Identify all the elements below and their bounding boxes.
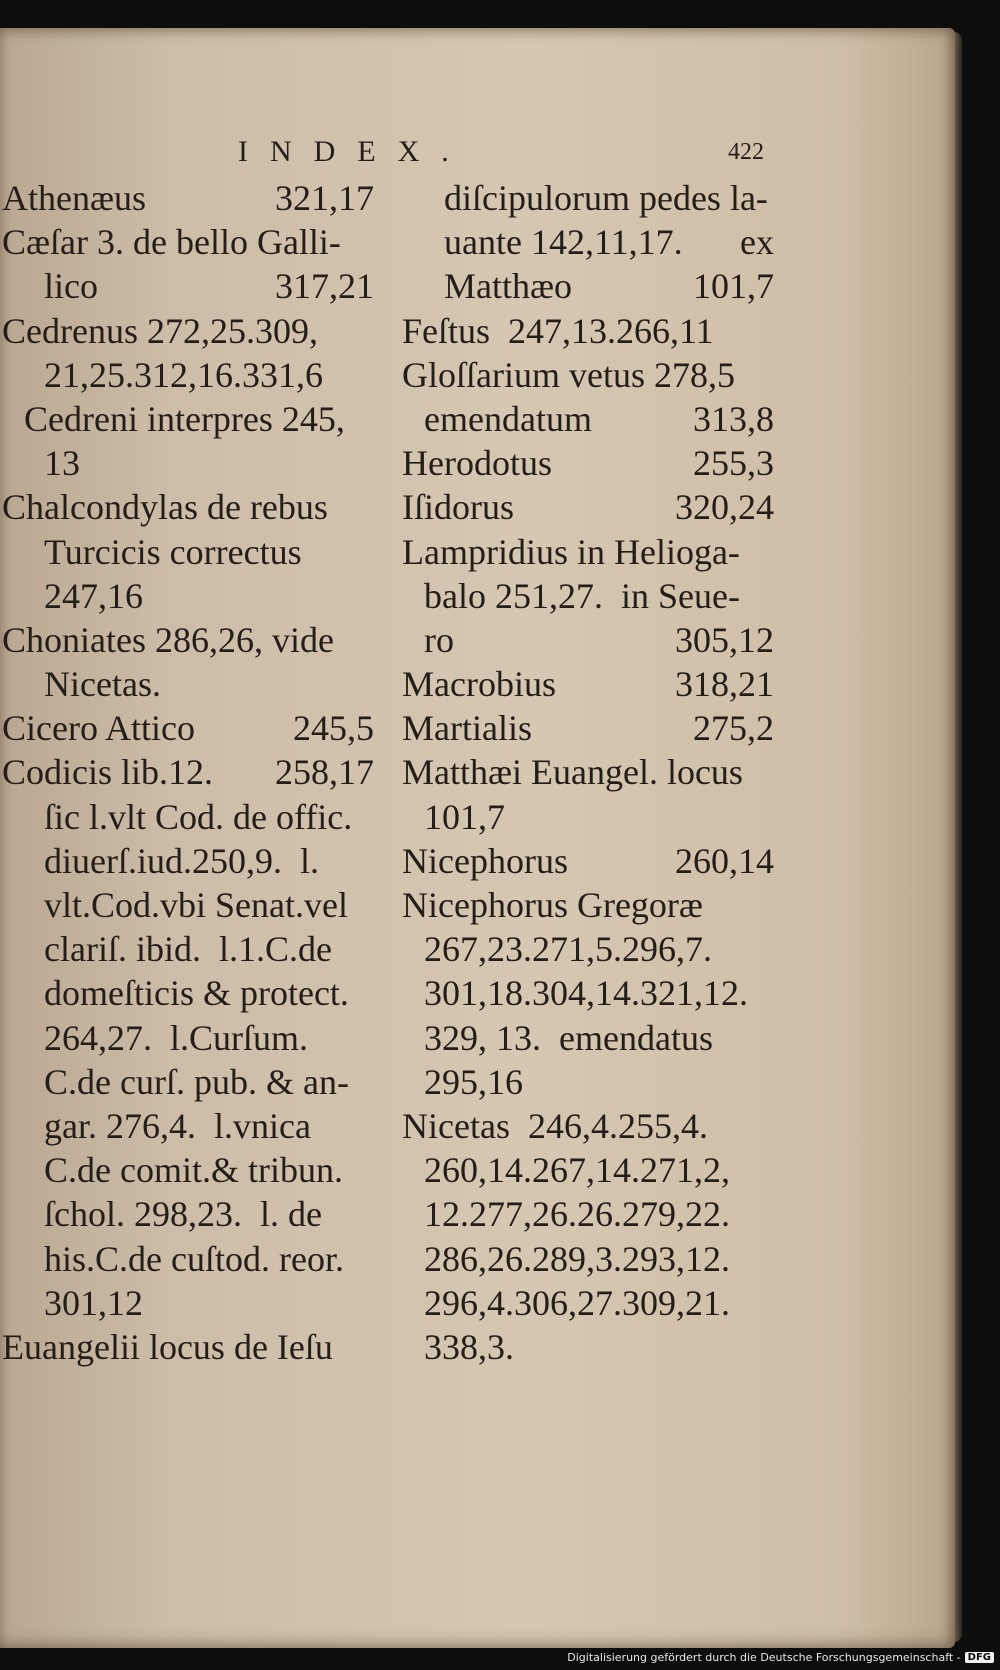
entry-text: Nicephorus Gregoræ <box>402 885 703 925</box>
entry-text: emendatum <box>424 398 592 439</box>
entry-text: 295,16 <box>424 1061 523 1102</box>
index-entry-line <box>2 839 374 883</box>
index-entry-line <box>402 971 774 1015</box>
index-entry-line <box>402 530 774 574</box>
entry-text: C.de comit.& tribun. <box>44 1150 343 1191</box>
index-entry-line <box>402 1237 774 1281</box>
index-entry-line <box>2 883 374 927</box>
entry-text: Macrobius <box>402 664 556 705</box>
index-column-right <box>402 176 774 1369</box>
entry-reference: 321,17 <box>275 178 374 218</box>
entry-text: balo 251,27. in Seue- <box>424 575 740 616</box>
entry-text: ro <box>424 619 454 660</box>
entry-reference: 313,8 <box>693 398 774 439</box>
index-entry-line <box>2 1237 374 1281</box>
index-entry-line <box>2 1104 374 1148</box>
index-entry-line <box>2 795 374 839</box>
index-entry-line <box>2 1325 374 1369</box>
index-entry-line <box>2 750 374 794</box>
entry-text: Nicephorus <box>402 840 568 881</box>
index-entry-line <box>402 750 774 794</box>
entry-text: C.de curſ. pub. & an- <box>44 1061 349 1102</box>
index-entry-line <box>402 839 774 883</box>
index-entry-line <box>402 309 774 353</box>
entry-text: gar. 276,4. l.vnica <box>44 1105 311 1146</box>
entry-text: Codicis lib.12. <box>2 752 214 793</box>
index-entry-line <box>2 706 374 750</box>
entry-reference: 255,3 <box>693 443 774 484</box>
entry-text: Gloſſarium vetus 278,5 <box>402 354 735 395</box>
index-entry-line <box>402 485 774 529</box>
index-entry-line <box>402 353 774 397</box>
index-entry-line <box>402 574 774 618</box>
entry-reference: 260,14 <box>675 840 774 881</box>
entry-text: Cedreni interpres 245, <box>24 398 345 439</box>
entry-text: Choniates 286,26, vide <box>2 619 334 660</box>
entry-text: 13 <box>44 443 80 484</box>
index-entry-line <box>2 662 374 706</box>
entry-text: Lampridius in Helioga- <box>402 531 740 572</box>
dfg-logo: DFG <box>965 1652 994 1663</box>
entry-text: 301,12 <box>44 1282 143 1323</box>
index-entry-line <box>402 662 774 706</box>
index-entry-line <box>402 264 774 308</box>
entry-text: 247,16 <box>44 575 143 616</box>
index-entry-line <box>2 1192 374 1236</box>
index-entry-line <box>2 353 374 397</box>
index-entry-line <box>402 441 774 485</box>
index-entry-line <box>402 1148 774 1192</box>
entry-text: domeſticis & protect. <box>44 973 349 1014</box>
index-entry-line <box>2 971 374 1015</box>
entry-text: Nicetas 246,4.255,4. <box>402 1105 708 1146</box>
entry-reference: 317,21 <box>275 266 374 307</box>
entry-reference: 320,24 <box>675 487 774 528</box>
entry-text: ſchol. 298,23. l. de <box>44 1194 322 1235</box>
entry-text: vlt.Cod.vbi Senat.vel <box>44 885 348 925</box>
entry-text: Chalcondylas de rebus <box>2 487 328 528</box>
index-entry-line <box>402 1192 774 1236</box>
entry-text: 338,3. <box>424 1326 514 1367</box>
entry-text: Euangelii locus de Ieſu <box>2 1326 333 1367</box>
index-entry-line <box>2 574 374 618</box>
index-entry-line <box>402 618 774 662</box>
entry-text: Matthæi Euangel. locus <box>402 752 743 793</box>
entry-text: Athenæus <box>2 178 146 218</box>
entry-text: Herodotus <box>402 443 552 484</box>
index-entry-line <box>2 1281 374 1325</box>
entry-reference: ex <box>740 222 774 263</box>
entry-text: Nicetas. <box>44 664 161 705</box>
index-entry-line <box>402 1060 774 1104</box>
index-entry-line <box>402 1104 774 1148</box>
index-entry-line <box>2 264 374 308</box>
running-title: INDEX. <box>238 135 471 168</box>
entry-text: his.C.de cuſtod. reor. <box>44 1238 344 1279</box>
entry-reference: 101,7 <box>693 266 774 307</box>
entry-text: 264,27. l.Curſum. <box>44 1017 309 1058</box>
index-entry-line <box>402 1281 774 1325</box>
index-entry-line <box>402 795 774 839</box>
entry-text: Cæſar 3. de bello Galli- <box>2 222 341 263</box>
entry-text: ſic l.vlt Cod. de offic. <box>44 796 353 837</box>
entry-text: 12.277,26.26.279,22. <box>424 1194 730 1235</box>
index-entry-line <box>2 220 374 264</box>
entry-text: Turcicis correctus <box>44 531 302 572</box>
index-entry-line <box>2 618 374 662</box>
entry-text: 267,23.271,5.296,7. <box>424 929 712 970</box>
entry-reference: 305,12 <box>675 619 774 660</box>
entry-text: 286,26.289,3.293,12. <box>424 1238 730 1279</box>
entry-reference: 258,17 <box>275 752 374 793</box>
index-entry-line <box>402 927 774 971</box>
entry-text: 329, 13. emendatus <box>424 1017 713 1058</box>
entry-text: 101,7 <box>424 796 505 837</box>
index-entry-line <box>402 1325 774 1369</box>
entry-text: 296,4.306,27.309,21. <box>424 1282 730 1323</box>
entry-text: Iſidorus <box>402 487 514 528</box>
index-entry-line <box>2 176 374 220</box>
entry-text: diſcipulorum pedes la- <box>444 178 768 218</box>
index-entry-line <box>2 309 374 353</box>
index-entry-line <box>2 1148 374 1192</box>
index-entry-line <box>2 927 374 971</box>
entry-text: diuerſ.iud.250,9. l. <box>44 840 319 881</box>
entry-reference: 245,5 <box>293 708 374 749</box>
index-column-left <box>2 176 374 1369</box>
entry-text: 260,14.267,14.271,2, <box>424 1150 730 1191</box>
entry-text: 21,25.312,16.331,6 <box>44 354 323 395</box>
digitization-credit <box>567 1648 994 1666</box>
entry-text: Feſtus 247,13.266,11 <box>402 310 714 351</box>
entry-text: uante 142,11,17. <box>444 222 683 263</box>
credit-text: Digitalisierung gefördert durch die Deutsche Forschungsgemeinschaft - <box>567 1650 961 1664</box>
running-head <box>0 135 955 175</box>
entry-text: Cicero Attico <box>2 708 195 749</box>
entry-text: 301,18.304,14.321,12. <box>424 973 748 1014</box>
entry-text: Cedrenus 272,25.309, <box>2 310 318 351</box>
page-number: 422 <box>728 139 764 165</box>
index-entry-line <box>402 397 774 441</box>
index-entry-line <box>2 397 374 441</box>
entry-reference: 318,21 <box>675 664 774 705</box>
index-entry-line <box>2 441 374 485</box>
index-entry-line <box>402 220 774 264</box>
index-entry-line <box>2 530 374 574</box>
index-entry-line <box>402 883 774 927</box>
entry-text: Martialis <box>402 708 532 749</box>
index-entry-line <box>2 1016 374 1060</box>
entry-text: Matthæo <box>444 266 573 307</box>
entry-text: clariſ. ibid. l.1.C.de <box>44 929 332 970</box>
index-entry-line <box>402 176 774 220</box>
entry-text: lico <box>44 266 98 307</box>
index-entry-line <box>2 485 374 529</box>
index-entry-line <box>402 1016 774 1060</box>
index-entry-line <box>402 706 774 750</box>
index-entry-line <box>2 1060 374 1104</box>
entry-reference: 275,2 <box>693 708 774 749</box>
